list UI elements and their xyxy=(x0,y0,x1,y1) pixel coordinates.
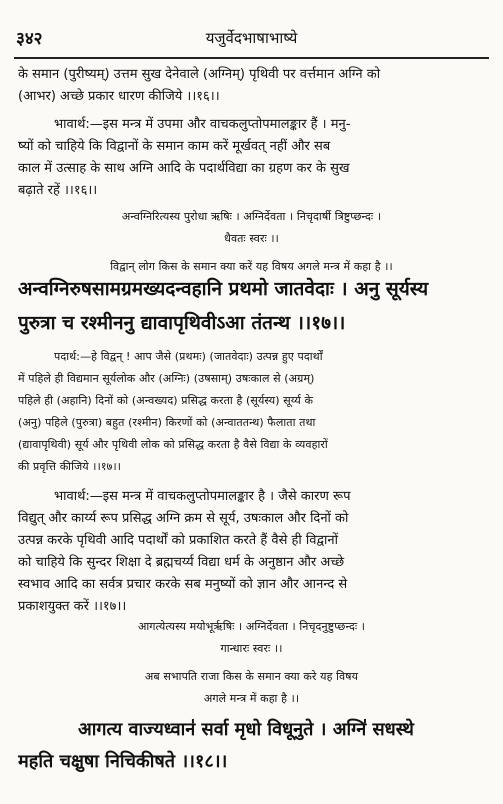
verse18-intro xyxy=(18,666,485,710)
header-rule xyxy=(14,57,489,59)
verse17-padartha xyxy=(18,346,485,478)
text-line: पहिले ही (अहानि) दिनों को (अन्वख्यद) प्रसिद्ध करता है (सूर्यस्य) सूर्य्य के xyxy=(18,394,314,407)
page-header xyxy=(0,22,503,52)
text-line: भावार्थ:—इस मन्त्र में उपमा और वाचकलुप्तोपमालङ्कार हैं । मनु- xyxy=(54,117,351,132)
text-line: ष्यों को चाहिये कि विद्वानों के समान काम करें मूर्खवत् नहीं और सब xyxy=(18,139,331,154)
mantra-line: महति चक्षुषा निचिकीषते ।।१८।। xyxy=(18,751,228,772)
text-line: की प्रवृत्ति कीजिये ।।१७।। xyxy=(18,460,122,473)
text-line: अब सभापति राजा किस के समान क्या करे यह विषय xyxy=(144,670,359,683)
text-line: भावार्थ:—इस मन्त्र में वाचकलुप्तोपमालङ्कार है । जैसे कारण रूप xyxy=(54,489,351,504)
mantra-line: आगत्य वाज्यध्वान॑ सर्वा मृधो विधूनुते । अग्नि॑ सधस्थे xyxy=(78,719,414,740)
text-line: विद्युत् और कार्य्य रूप प्रसिद्ध अग्नि क्रम से सूर्य, उषःकाल और दिनों को xyxy=(18,511,349,526)
verse17-mantra xyxy=(18,272,485,340)
text-line: स्वभाव आदि का सर्वत्र प्रचार करके सब मनुष्यों को ज्ञान और आनन्द से xyxy=(18,577,348,592)
text-line: उत्पन्न करके पृथिवी आदि पदार्थों को प्रकाशित करते हैं वैसे ही विद्वानों xyxy=(18,533,338,548)
text-line: धैवतः स्वरः ।। xyxy=(224,232,279,245)
verse17-bhavartha xyxy=(18,486,485,618)
text-line: काल में उत्साह के साथ अग्नि आदि के पदार्थविद्या का ग्रहण कर के सुख xyxy=(18,161,350,176)
page-number: ३४२ xyxy=(16,29,43,49)
running-title: यजुर्वेदभाषाभाष्ये xyxy=(205,29,298,47)
text-line: को चाहिये कि सुन्दर शिक्षा दे ब्रह्मचर्य्य विद्या धर्म के अनुष्ठान और अच्छे xyxy=(18,555,345,570)
text-line: बढ़ाते रहें ।।१६।। xyxy=(18,183,98,198)
text-line: प्रकाशयुक्त करें ।।१७।। xyxy=(18,599,127,614)
verse16-padartha xyxy=(18,64,485,108)
text-line: गान्धारः स्वरः ।। xyxy=(220,642,283,655)
text-line: (द्यावापृथिवी) सूर्य और पृथिवी लोक को प्रसिद्ध करता है वैसे विद्या के व्यवहारों xyxy=(18,438,328,451)
mantra-line: अन्वग्निरुषसामग्रमख्यदन्वहानि प्रथमो जातवेदाः । अनु सूर्यस्य xyxy=(18,278,429,300)
verse18-rishi-info xyxy=(18,616,485,660)
text-line: विद्वान् लोग किस के समान क्या करें यह विषय अगले मन्त्र में कहा है ।। xyxy=(110,260,393,273)
text-line: अन्वग्निरित्यस्य पुरोधा ऋषिः । अग्निर्देवता । निचृदार्षी त्रिष्टुप्छन्दः । xyxy=(121,210,382,223)
text-line: के समान (पुरीष्यम्) उत्तम सुख देनेवाले (अग्निम्) पृथिवी पर वर्त्तमान अग्नि को xyxy=(18,67,381,82)
text-line: अगले मन्त्र में कहा है ।। xyxy=(203,692,300,705)
text-line: (आभर) अच्छे प्रकार धारण कीजिये ।।१६।। xyxy=(18,89,220,104)
verse17-rishi-info xyxy=(18,206,485,250)
mantra-line: पुरुत्रा च रश्मीननु द्यावापृथिवीऽआ तंतन्थ ।।१७।। xyxy=(18,312,346,334)
text-line: में पहिले ही विद्यमान सूर्यलोक और (अग्निः) (उषसाम्) उषःकाल से (अग्रम्) xyxy=(18,372,315,385)
text-line: पदार्थ:—हे विद्वन् ! आप जैसे (प्रथमः) (जातवेदाः) उत्पन्न हुए पदार्थों xyxy=(54,350,323,363)
verse16-bhavartha xyxy=(18,114,485,202)
text-line: (अनु) पहिले (पुरुत्रा) बहुत (रश्मीन) किरणों को (अन्वाततन्थ) फैलाता तथा xyxy=(18,416,316,429)
verse18-mantra xyxy=(18,714,485,778)
text-line: आगत्येत्यस्य मयोभूर्ऋषिः । अग्निर्देवता । निचृदनुष्टुप्छन्दः । xyxy=(137,620,366,633)
